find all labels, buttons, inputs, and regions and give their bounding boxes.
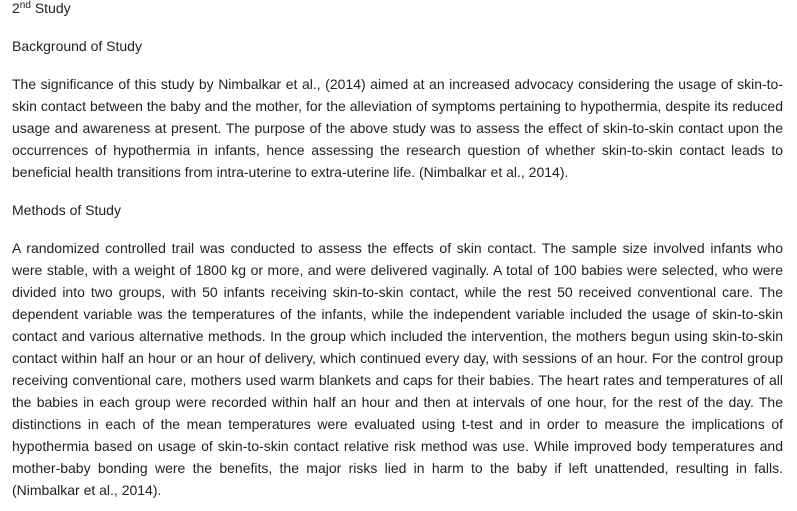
study-label: Study [34, 0, 71, 16]
study-title [12, 0, 71, 17]
study-ordinal-suffix: nd [19, 0, 31, 11]
background-paragraph: The significance of this study by Nimbalkar et al., (2014) aimed at an increased advocacy considering the usage of skin-to-skin contact between the baby and the mother, for the alleviation of symptoms pertaining to hypothermia, despite its reduced usage and awareness at present. The purpose of the above study was to assess the effect of skin-to-skin contact upon the occurrences of hypothermia in infants, hence assessing the research question of whether skin-to-skin contact leads to beneficial health transitions from intra-uterine to extra-uterine life. (Nimbalkar et al., 2014). [12, 76, 783, 180]
study-number: 2 [12, 0, 20, 16]
methods-heading: Methods of Study [12, 202, 121, 218]
background-heading: Background of Study [12, 38, 142, 54]
methods-paragraph: A randomized controlled trail was conducted to assess the effects of skin contact. The sample size involved infants who were stable, with a weight of 1800 kg or more, and were delivered vaginally. A total of 100 babies were selected, who were divided into two groups, with 50 infants receiving skin-to-skin contact, while the rest 50 received conventional care. The dependent variable was the temperatures of the infants, while the independent variable included the usage of skin-to-skin contact and various alternative methods. In the group which included the intervention, the mothers begun using skin-to-skin contact within half an hour or an hour of delivery, which continued every day, with sessions of an hour. For the control group receiving conventional care, mothers used warm blankets and caps for their babies. The heart rates and temperatures of all the babies in each group were recorded within half an hour and then at intervals of one hour, for the rest of the day. The distinctions in each of the mean temperatures were evaluated using t-test and in order to measure the implications of hypothermia based on usage of skin-to-skin contact relative risk method was use. While improved body temperatures and mother-baby bonding were the benefits, the major risks lied in harm to the baby if left unattended, resulting in falls. (Nimbalkar et al., 2014). [12, 240, 783, 498]
